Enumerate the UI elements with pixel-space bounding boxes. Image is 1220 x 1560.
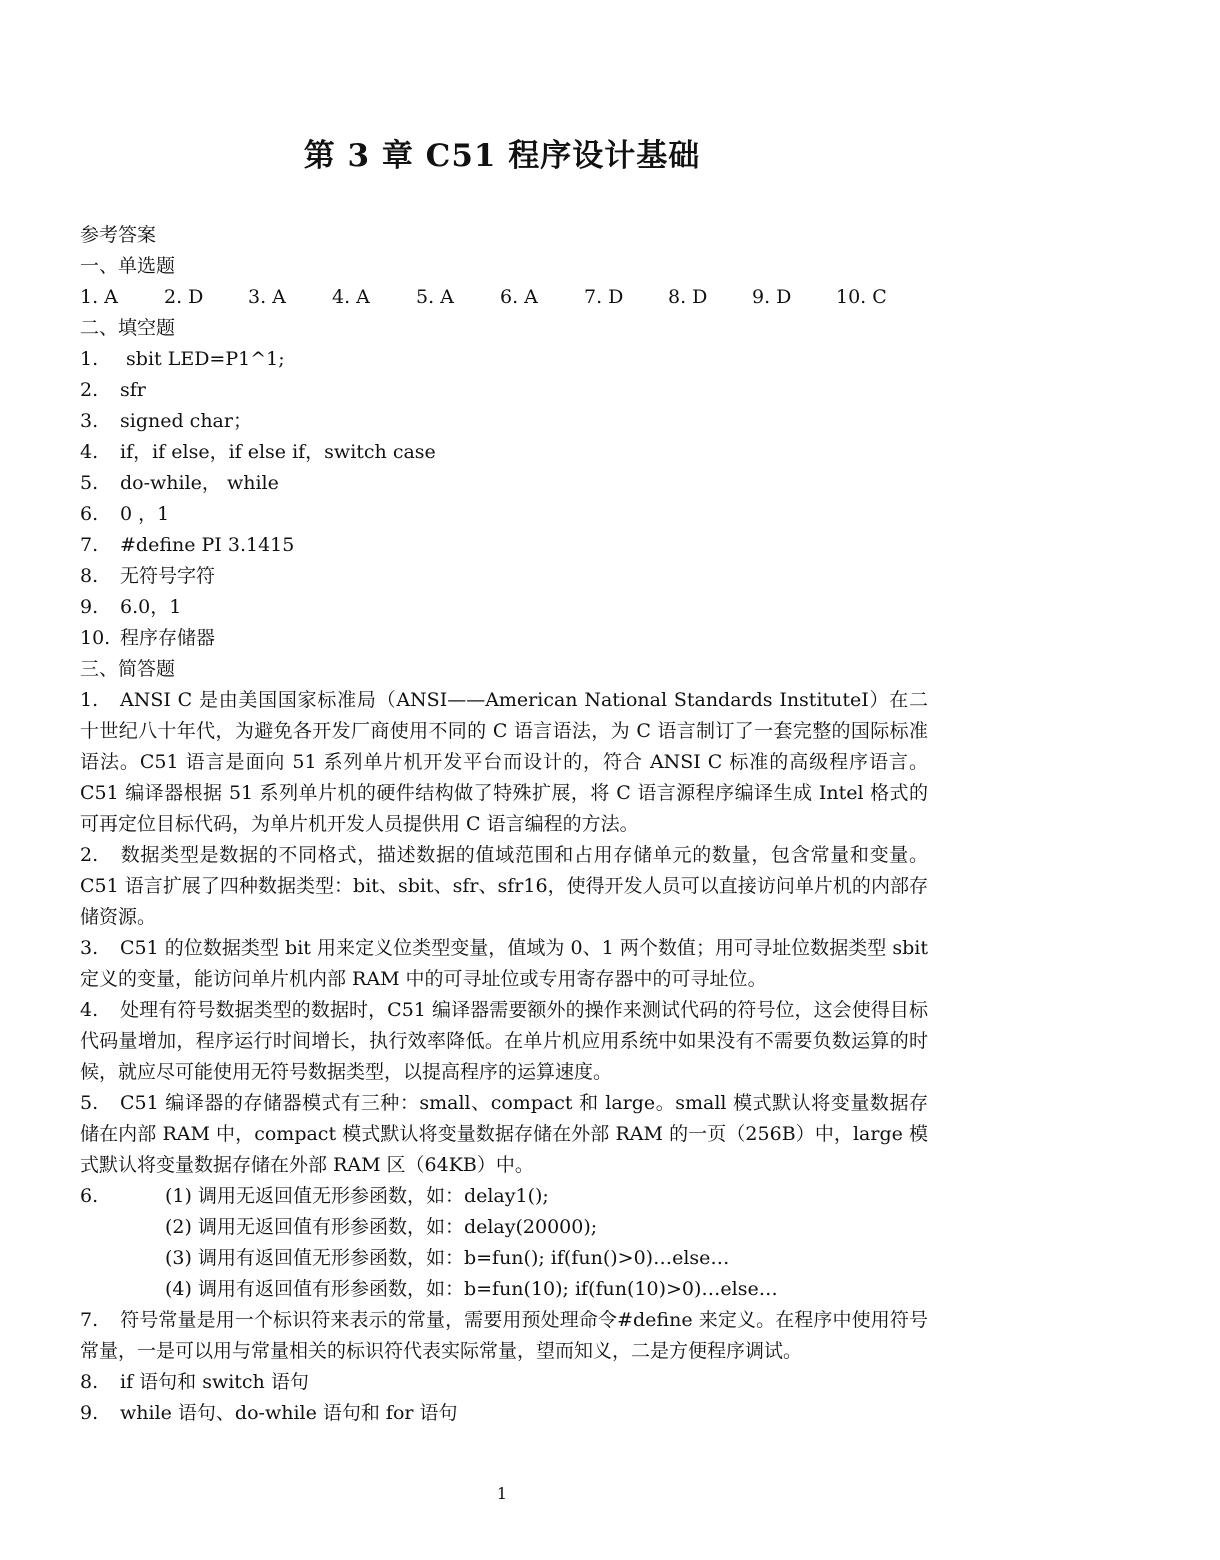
item-number: 9. xyxy=(80,596,99,618)
mc-answer: 6. A xyxy=(500,286,538,308)
fill-blank-item xyxy=(80,623,928,654)
item-number: 8. xyxy=(80,565,99,587)
mc-answer: 10. C xyxy=(836,286,887,308)
fill-blank-item xyxy=(80,406,928,437)
item-text: signed char； xyxy=(120,410,252,432)
fill-blank-item xyxy=(80,530,928,561)
answers-heading: 参考答案 xyxy=(80,224,157,246)
item-text: if 语句和 switch 语句 xyxy=(120,1371,309,1393)
item-number: 2. xyxy=(80,379,99,401)
item-text: 数据类型是数据的不同格式，描述数据的值域范围和占用存储单元的数量，包含常量和变量。C51 语言扩展了四种数据类型：bit、sbit、sfr、sfr16，使得开发人员可以直接访问单片机的内部存储资源。 xyxy=(80,844,928,928)
item-number: 6. xyxy=(80,503,99,525)
item-text: if，if else，if else if，switch case xyxy=(120,441,436,463)
item-text: ANSI C 是由美国国家标准局（ANSI——American National Standards InstituteI）在二十世纪八十年代，为避免各开发厂商使用不同的 C 语言语法，为 C 语言制订了一套完整的国际标准语法。C51 语言是面向 51 系列单片机开发平台而设计的，符合 ANSI C 标准的高级程序语言。C51 编译器根据 51 系列单片机的硬件结构做了特殊扩展，将 C 语言源程序编译生成 Intel 格式的可再定位目标代码，为单片机开发人员提供用 C 语言编程的方法。 xyxy=(80,689,928,835)
item-number: 5. xyxy=(80,472,99,494)
item-text: sbit LED=P1^1; xyxy=(120,348,285,370)
mc-answer: 5. A xyxy=(416,286,454,308)
function-call-line: (3) 调用有返回值无形参函数，如：b=fun(); if(fun()>0)…else… xyxy=(165,1247,730,1269)
section-single-choice-label: 一、单选题 xyxy=(80,255,176,277)
item-text: 符号常量是用一个标识符来表示的常量，需要用预处理命令#define 来定义。在程序中使用符号常量，一是可以用与常量相关的标识符代表实际常量，望而知义，二是方便程序调试。 xyxy=(80,1309,928,1362)
mc-answer: 7. D xyxy=(584,286,624,308)
function-call-list xyxy=(165,1181,778,1305)
short-answer-item xyxy=(80,1398,928,1429)
fill-blank-item xyxy=(80,499,928,530)
short-answer-item xyxy=(80,1367,928,1398)
single-choice-answers xyxy=(80,282,928,313)
item-number: 3. xyxy=(80,410,99,432)
page-number: 1 xyxy=(496,1484,508,1503)
short-answer-item xyxy=(80,995,928,1088)
item-number: 7. xyxy=(80,534,99,556)
item-text: C51 编译器的存储器模式有三种：small、compact 和 large。small 模式默认将变量数据存储在内部 RAM 中，compact 模式默认将变量数据存储在外部 RAM 的一页（256B）中，large 模式默认将变量数据存储在外部 RAM 区（64KB）中。 xyxy=(80,1092,928,1176)
item-text: C51 的位数据类型 bit 用来定义位类型变量，值域为 0、1 两个数值；用可寻址位数据类型 sbit 定义的变量，能访问单片机内部 RAM 中的可寻址位或专用寄存器中的可寻址位。 xyxy=(80,937,928,990)
item-number: 1. xyxy=(80,348,99,370)
function-call-line: (1) 调用无返回值无形参函数，如：delay1(); xyxy=(165,1185,549,1207)
page-title: 第 3 章 C51 程序设计基础 xyxy=(303,138,701,174)
item-number: 4. xyxy=(80,999,99,1021)
fill-blank-item xyxy=(80,437,928,468)
fill-blank-item xyxy=(80,375,928,406)
item-number: 4. xyxy=(80,441,99,463)
short-answer-item xyxy=(80,933,928,995)
short-answer-item xyxy=(80,1305,928,1367)
item-number: 5. xyxy=(80,1092,99,1114)
item-text: #define PI 3.1415 xyxy=(120,534,295,556)
section-fill-blank-label: 二、填空题 xyxy=(80,317,176,339)
item-number: 3. xyxy=(80,937,99,959)
item-number: 9. xyxy=(80,1402,99,1424)
item-text: 无符号字符 xyxy=(120,565,216,587)
fill-blank-item xyxy=(80,344,928,375)
short-answer-item xyxy=(80,685,928,840)
mc-answer: 9. D xyxy=(752,286,792,308)
item-text: do-while， while xyxy=(120,472,279,494)
item-number: 10. xyxy=(80,627,111,649)
item-text: 处理有符号数据类型的数据时，C51 编译器需要额外的操作来测试代码的符号位，这会使得目标代码量增加，程序运行时间增长，执行效率降低。在单片机应用系统中如果没有不需要负数运算的时候，就应尽可能使用无符号数据类型，以提高程序的运算速度。 xyxy=(80,999,928,1083)
short-answer-item xyxy=(80,1088,928,1181)
document-body xyxy=(80,220,928,1429)
mc-answer: 2. D xyxy=(164,286,204,308)
short-answer-item xyxy=(80,840,928,933)
item-number: 7. xyxy=(80,1309,99,1331)
item-text: sfr xyxy=(120,379,146,401)
item-number: 2. xyxy=(80,844,99,866)
section-short-answer-label: 三、简答题 xyxy=(80,658,176,680)
fill-blank-item xyxy=(80,592,928,623)
item-text: while 语句、do-while 语句和 for 语句 xyxy=(120,1402,458,1424)
item-number: 8. xyxy=(80,1371,99,1393)
mc-answer: 8. D xyxy=(668,286,708,308)
mc-answer: 1. A xyxy=(80,286,118,308)
item-text: 6.0，1 xyxy=(120,596,182,618)
item-number: 6. xyxy=(80,1185,99,1207)
function-call-line: (4) 调用有返回值有形参函数，如：b=fun(10); if(fun(10)>0)…else… xyxy=(165,1278,778,1300)
item-number: 1. xyxy=(80,689,99,711)
mc-answer: 4. A xyxy=(332,286,370,308)
item-text: 程序存储器 xyxy=(120,627,216,649)
fill-blank-item xyxy=(80,561,928,592)
function-call-line: (2) 调用无返回值有形参函数，如：delay(20000); xyxy=(165,1216,598,1238)
short-answer-item-6 xyxy=(80,1181,928,1305)
mc-answer: 3. A xyxy=(248,286,286,308)
item-text: 0 ，1 xyxy=(120,503,170,525)
fill-blank-item xyxy=(80,468,928,499)
